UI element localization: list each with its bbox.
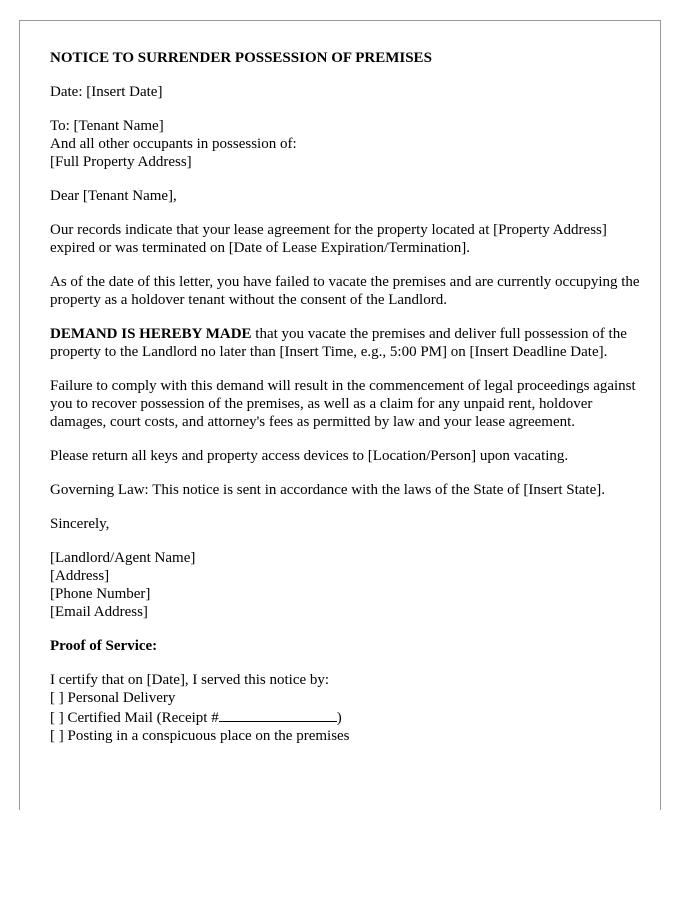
document-title: NOTICE TO SURRENDER POSSESSION OF PREMISES <box>50 50 432 66</box>
certified-mail-label: [ ] Certified Mail (Receipt # <box>50 710 219 726</box>
salutation: Dear [Tenant Name], <box>50 188 177 204</box>
proof-intro: I certify that on [Date], I served this notice by: <box>50 672 330 688</box>
proof-of-service-heading: Proof of Service: <box>50 638 158 654</box>
paragraph-records: Our records indicate that your lease agreement for the property located at [Property Address] expired or was terminated on [Date of Lease Expiration/Termination]. <box>50 222 607 256</box>
option-posting: [ ] Posting in a conspicuous place on the premises <box>50 728 350 744</box>
document-body <box>50 49 640 761</box>
recipient-block <box>50 117 640 171</box>
certified-mail-close: ) <box>336 710 342 726</box>
paragraph-failure-to-comply: Failure to comply with this demand will result in the commencement of legal proceedings against you to recover possession of the premises, as well as a claim for any unpaid rent, holdover damages, court costs, and attorney's fees as permitted by law and your lease agreement. <box>50 378 636 430</box>
recipient-name: To: [Tenant Name] <box>50 118 164 134</box>
signature-email: [Email Address] <box>50 604 148 620</box>
demand-emphasis: DEMAND IS HEREBY MADE <box>50 326 252 342</box>
recipient-address: [Full Property Address] <box>50 154 192 170</box>
signature-phone: [Phone Number] <box>50 586 151 602</box>
paragraph-governing-law: Governing Law: This notice is sent in accordance with the laws of the State of [Insert State]. <box>50 482 605 498</box>
signature-address: [Address] <box>50 568 110 584</box>
document-page <box>19 20 661 810</box>
closing: Sincerely, <box>50 516 110 532</box>
demand-text: that you vacate the premises and deliver full possession of the property to the Landlord no later than [Insert Time, e.g., 5:00 PM] on [Insert Deadline Date]. <box>50 326 627 360</box>
paragraph-return-keys: Please return all keys and property access devices to [Location/Person] upon vacating. <box>50 448 569 464</box>
paragraph-failed-to-vacate: As of the date of this letter, you have failed to vacate the premises and are currently occupying the property as a holdover tenant without the consent of the Landlord. <box>50 274 640 308</box>
signature-block <box>50 549 640 621</box>
recipient-occupants: And all other occupants in possession of: <box>50 136 297 152</box>
paragraph-demand <box>50 325 640 361</box>
date-line: Date: [Insert Date] <box>50 84 163 100</box>
proof-of-service-block <box>50 671 640 745</box>
receipt-number-blank <box>219 707 337 722</box>
option-personal-delivery: [ ] Personal Delivery <box>50 690 176 706</box>
signature-name: [Landlord/Agent Name] <box>50 550 196 566</box>
option-certified-mail <box>50 707 640 727</box>
